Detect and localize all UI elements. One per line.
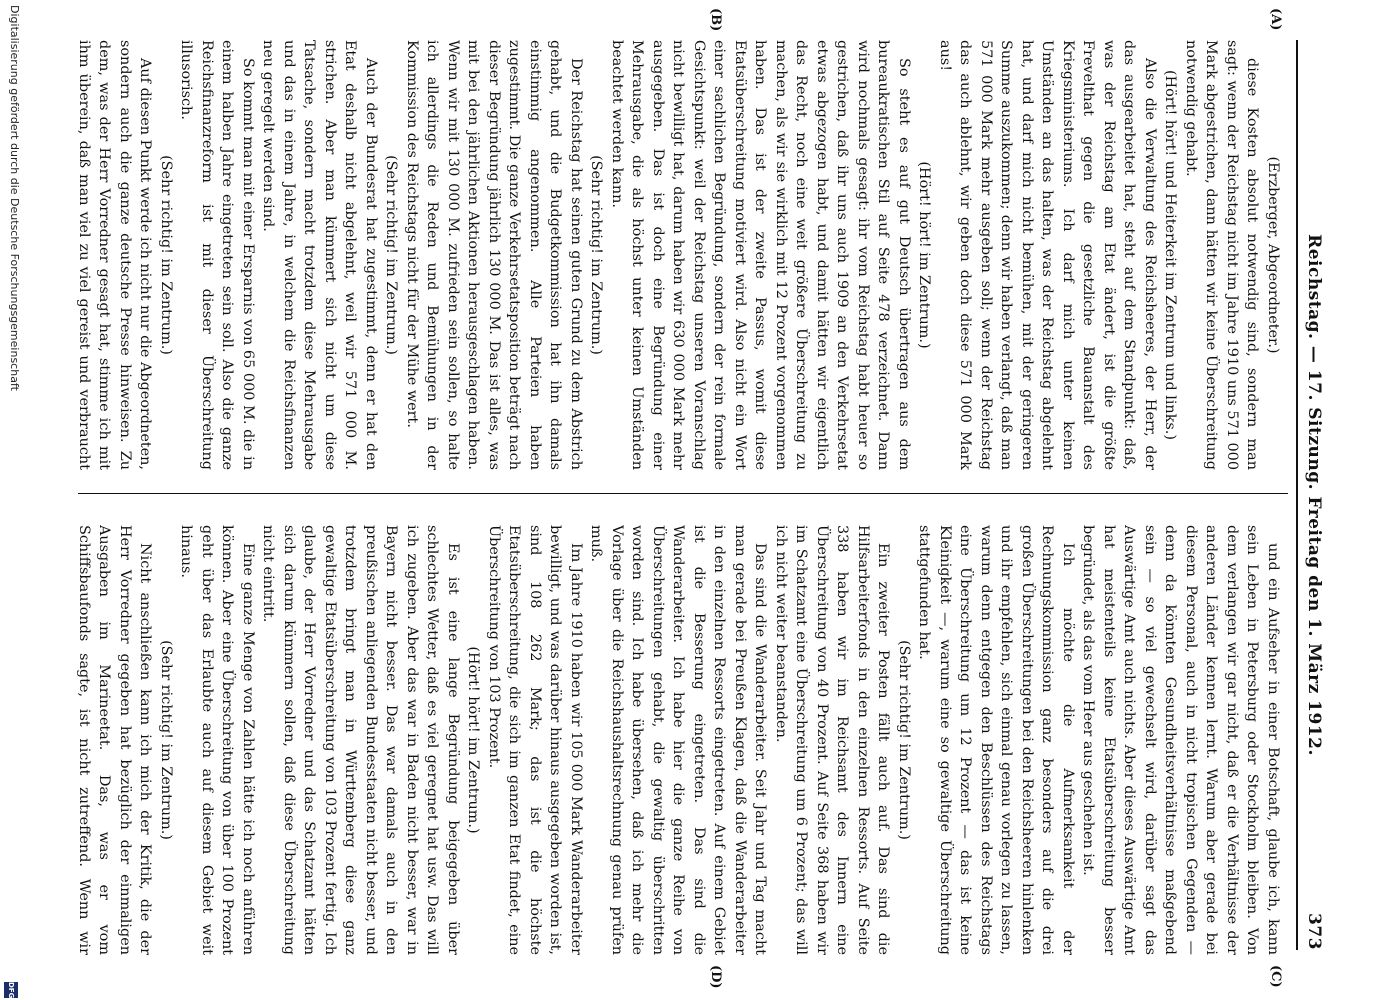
parenthetical-remark: (Sehr richtig! im Zentrum.) bbox=[158, 640, 174, 840]
margin-marker-c: (C) bbox=[1268, 965, 1283, 988]
margin-marker-d: (D) bbox=[708, 965, 723, 989]
page-number: 373 bbox=[1304, 913, 1324, 950]
dfg-logo: DFG bbox=[4, 982, 18, 998]
text-paragraph: So kommt man mit einer Ersparnis von 65 000 M. die in einem halben Jahre eingetreten sein soll. Also die ganze Reichsfinanzreform ist mit dieser Überschreitung illusorisch. bbox=[178, 40, 256, 470]
running-header bbox=[1296, 40, 1328, 950]
text-paragraph: Nicht anschließen kann ich mich der Kritik, die der Herr Vorredner gegeben hat bezüglich der einmaligen Ausgaben im Marineetat. Das, was er vom Schiffsbaufonds sagte, ist nicht zutreffend. Wenn wir bbox=[76, 525, 154, 955]
digitization-credit: Digitalisierung gefördert durch die Deutsche Forschungsgemeinschaft bbox=[8, 5, 21, 391]
left-column bbox=[73, 40, 1283, 470]
text-paragraph: Auch der Bundesrat hat zugestimmt, denn er hat den Etat deshalb nicht abgelehnt, weil wir 571 000 M. strichen. Aber man kümmert sich nicht um diese Tatsache, sondern macht trotzdem diese Mehrausgabe und das in einem Jahre, in welchem die Reichsfinanzen neu geregelt werden sind. bbox=[260, 40, 379, 470]
parenthetical-remark: (Hört! hört! und Heiterkeit im Zentrum und links.) bbox=[1162, 69, 1179, 440]
text-paragraph: diese Kosten absolut notwendig sind, sondern man sagt: wenn der Reichstag nicht im Jahre 1910 uns 571 000 Mark abgestrichen, dann hätten wir keine Überschreitung notwendig gehabt. bbox=[1183, 40, 1261, 470]
margin-marker-b: (B) bbox=[708, 8, 723, 32]
text-paragraph: Der Reichstag hat seinen guten Grund zu dem Abstrich gehabt, und die Budgetkommission hat ihn damals einstimmig angenommen. Alle Parteien haben zugestimmt. Die ganze Verkehrsetatsposition beträgt nach dieser Begründung jährlich 130 000 M. Das ist alles, was mit bei den jährlichen Aktionen herausgeschlagen haben. Wenn wir mit 130 000 M. zufrieden sein sollen, so halte ich allerdings die Reden und Bemühungen in der Kommission des Reichstags nicht für der Mühe wert. bbox=[404, 40, 584, 470]
column-divider bbox=[78, 493, 1288, 494]
parenthetical-remark: (Erzberger, Abgeordneter.) bbox=[1265, 156, 1281, 354]
text-paragraph: und ein Aufseher in einer Botschaft, glaube ich, kann sein Leben in Petersburg oder Stockholm bleiben. Von dem verlangen wir gar nicht, daß er die Verhältnisse der anderen Länder kennen lernt. Warum aber gerade bei diesem Personal, auch in nicht tropischen Gegenden — denn da könnten Gesundheitsverhältnisse maßgebend sein — so viel gewechselt wird, darüber sagt das Auswärtige Amt auch nichts. Aber dieses Auswärtige Amt hat meistenteils keine Etatsüberschreitung besser begründet, als das vom Heer aus geschehen ist. bbox=[1080, 525, 1281, 955]
header-title: Reichstag. — 17. Sitzung. Freitag den 1. März 1912. bbox=[1304, 234, 1324, 756]
parenthetical-remark: (Sehr richtig! im Zentrum.) bbox=[383, 155, 400, 355]
margin-marker-a: (A) bbox=[1268, 8, 1283, 31]
text-paragraph: Im Jahre 1910 haben wir 105 000 Mark Wanderarbeiter bewilligt, und was darüber hinaus ausgegeben worden ist, sind 108 262 Mark; das ist die höchste Etatsüberschreitung, die sich im ganzen Etat findet, eine Überschreitung von 103 Prozent. bbox=[486, 525, 584, 955]
text-paragraph: Es ist eine lange Begründung beigegeben über schlechtes Wetter, daß es viel geregnet hat usw. Das will ich zugeben. Aber das war in Baden nicht besser, war in Bayern nicht besser. Das war damals auch in den preußischen anliegenden Bundesstaaten nicht besser, und trotzdem bringt man in Württemberg diese ganz gewaltige Etatsüberschreitung von 103 Prozent fertig. Ich glaube, der Herr Vorredner und das Schatzamt hätten sich darum kümmern sollen, daß diese Überschreitung nicht eintritt. bbox=[260, 525, 461, 955]
text-paragraph: Das sind die Wanderarbeiter. Seit Jahr und Tag macht man gerade bei Preußen Klagen, daß die Wanderarbeiter in den einzelnen Ressorts eingetreten. Auf einem Gebiet ist die Besserung eingetreten. Das sind die Wanderarbeiter. Ich habe hier die ganze Reihe von Überschreitungen gehabt, die gewaltig überschritten worden sind. Ich habe übersehen, daß ich mehr die Vorlage über die Reichshaushaltsrechnung genau prüfen muß. bbox=[588, 525, 769, 955]
right-column bbox=[73, 525, 1283, 955]
parenthetical-remark: (Hört! hört! im Zentrum.) bbox=[916, 161, 933, 349]
parenthetical-remark: (Sehr richtig! im Zentrum.) bbox=[158, 155, 174, 355]
text-paragraph: Auf diesen Punkt werde ich nicht nur die Abgeordneten, sondern auch die ganze deutsche Presse hinweisen. Zu dem, was der Herr Vorredner gesagt hat, stimme ich mit ihm überein, daß man viel zu viel gereist und verbraucht bbox=[76, 40, 154, 470]
parenthetical-remark: (Sehr richtig! im Zentrum.) bbox=[896, 640, 912, 840]
text-paragraph: Also die Verwaltung des Reichsheeres, der Herr, der das ausgearbeitet hat, steht auf dem Standpunkt: daß, was der Reichstag am Etat ändert, ist die größte Frevelthat gegen die gesetzliche Bauanstalt des Kriegsministeriums. Ich darf mich unter keinen Umständen an das halten, was der Reichstag abgelehnt hat, und darf mich nicht bemühen, mit der geringeren Summe auszukommen; denn wir haben verlangt, daß man 571 000 Mark mehr ausgeben soll; wenn der Reichstag das auch ablehnt, wir geben doch diese 571 000 Mark aus! bbox=[937, 40, 1158, 470]
parenthetical-remark: (Hört! hört! im Zentrum.) bbox=[465, 646, 482, 834]
text-paragraph: Eine ganze Menge von Zahlen hätte ich noch anführen können. Aber eine Überschreitung von über 100 Prozent geht über das Erlaubte auch auf diesem Gebiet weit hinaus. bbox=[178, 525, 256, 955]
parenthetical-remark: (Sehr richtig! im Zentrum.) bbox=[588, 155, 605, 355]
text-paragraph: Ich möchte die Aufmerksamkeit der Rechnungskommission ganz besonders auf die drei großen Überschreitungen bei den Reichsheeren hinlenken und ihr empfehlen, sich einmal genau vorlegen zu lassen, warum denn entgegen den Beschlüssen des Reichstags eine Überschreitung um 12 Prozent — das ist keine Kleinigkeit —, warum eine so gewaltige Überschreitung stattgefunden hat. bbox=[916, 525, 1076, 955]
text-paragraph: So steht es auf gut Deutsch übertragen aus dem bureaukratischen Stil auf Seite 478 verzeichnet. Dann wird nochmals gesagt: ihr vom Reichstag habt heuer so gestrichen, daß ihr uns auch 1909 an den Verkehrsetat etwas abgezogen habt, und damit hätten wir eigentlich das Recht, noch eine weit größere Überschreitung zu machen, als wir sie wirklich mit 12 Prozent vorgenommen haben. Das ist der zweite Passus, womit diese Etatsüberschreitung motiviert wird. Also nicht ein Wort einer sachlichen Begründung, sondern der rein formale Gesichtspunkt: weil der Reichstag unseren Voranschlag nicht bewilligt hat, darum haben wir 630 000 Mark mehr ausgegeben. Das ist doch eine Begründung einer Mehrausgabe, die als höchst unter keinen Umständen beachtet werden kann. bbox=[609, 40, 912, 470]
text-paragraph: Ein zweiter Posten fällt auch auf. Das sind die Hilfsarbeiterfonds in den einzelnen Ressorts. Auf Seite 338 haben wir im Reichsamt des Innern eine Überschreitung von 40 Prozent. Auf Seite 368 haben wir im Schatzamt eine Überschreitung um 6 Prozent; das will ich nicht weiter beanstanden. bbox=[773, 525, 892, 955]
